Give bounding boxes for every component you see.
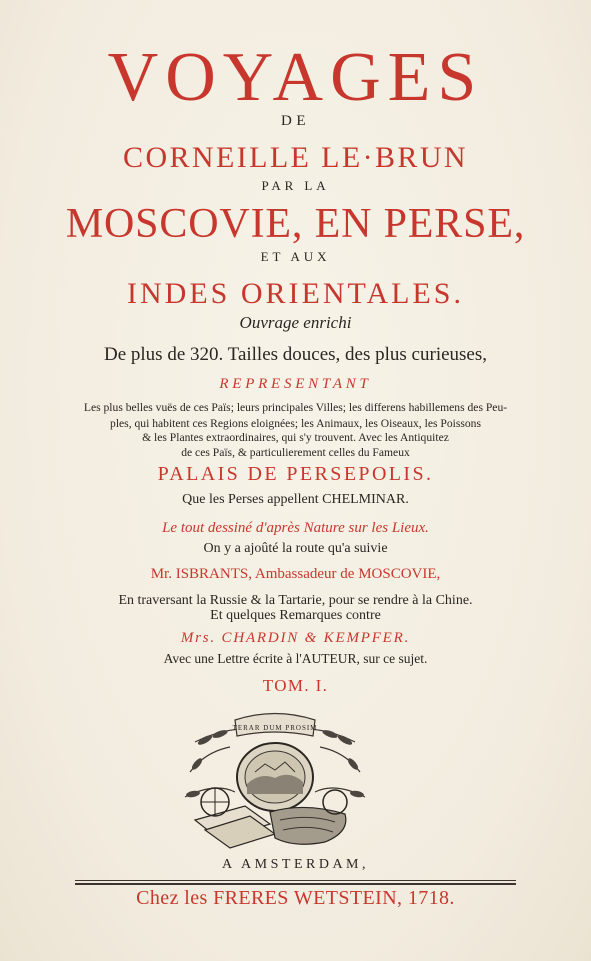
author-name: CORNEILLE LE·BRUN	[123, 141, 468, 174]
description-line-1: Les plus belles vuës de ces Païs; leurs principales Villes; les differens habillemens des Peu-	[83, 401, 508, 414]
tout-dessine-line: Le tout dessiné d'après Nature sur les Lieux.	[162, 520, 429, 536]
title-de: DE	[281, 113, 310, 129]
lettre-line: Avec une Lettre écrite à l'AUTEUR, sur ce sujet.	[163, 651, 428, 666]
representant-line: REPRESENTANT	[219, 376, 372, 392]
description-line-3: & les Plantes extraordinaires, qui s'y trouvent. Avec les Antiquitez	[142, 431, 449, 444]
emblem-motto: TERAR DUM PROSIM	[232, 724, 318, 732]
places-line: MOSCOVIE, EN PERSE,	[65, 201, 526, 247]
description-line-2: ples, qui habitent ces Regions eloignées; les Animaux, les Oiseaux, les Poissons	[110, 417, 481, 430]
imprint-city: A AMSTERDAM,	[221, 857, 370, 872]
imprint-publisher: Chez les FRERES WETSTEIN, 1718.	[136, 887, 455, 909]
remarques-line: Et quelques Remarques contre	[210, 608, 381, 623]
printer-device-emblem	[175, 702, 375, 852]
tailles-line: De plus de 320. Tailles douces, des plus curieuses,	[104, 344, 487, 365]
imprint-rule-thin	[75, 880, 516, 881]
chelminar-line: Que les Perses appellent CHELMINAR.	[182, 492, 409, 507]
chardin-line: Mrs. CHARDIN & KEMPFER.	[180, 630, 411, 646]
book-title: VOYAGES	[107, 39, 484, 116]
description-line-4: de ces Païs, & particulierement celles du Fameux	[181, 446, 410, 459]
traversant-line: En traversant la Russie & la Tartarie, pour se rendre à la Chine.	[118, 593, 473, 608]
title-par-la: PAR LA	[261, 178, 330, 193]
indes-line: INDES ORIENTALES.	[127, 277, 464, 310]
route-line: On y a ajoûté la route qu'a suivie	[203, 541, 388, 556]
ouvrage-line: Ouvrage enrichi	[239, 313, 352, 332]
title-et-aux: ET AUX	[260, 249, 331, 264]
isbrants-line: Mr. ISBRANTS, Ambassadeur de MOSCOVIE,	[150, 566, 441, 582]
tome-line: TOM. I.	[262, 676, 329, 695]
imprint-rule-thick	[75, 883, 516, 885]
palais-line: PALAIS DE PERSEPOLIS.	[157, 463, 434, 485]
